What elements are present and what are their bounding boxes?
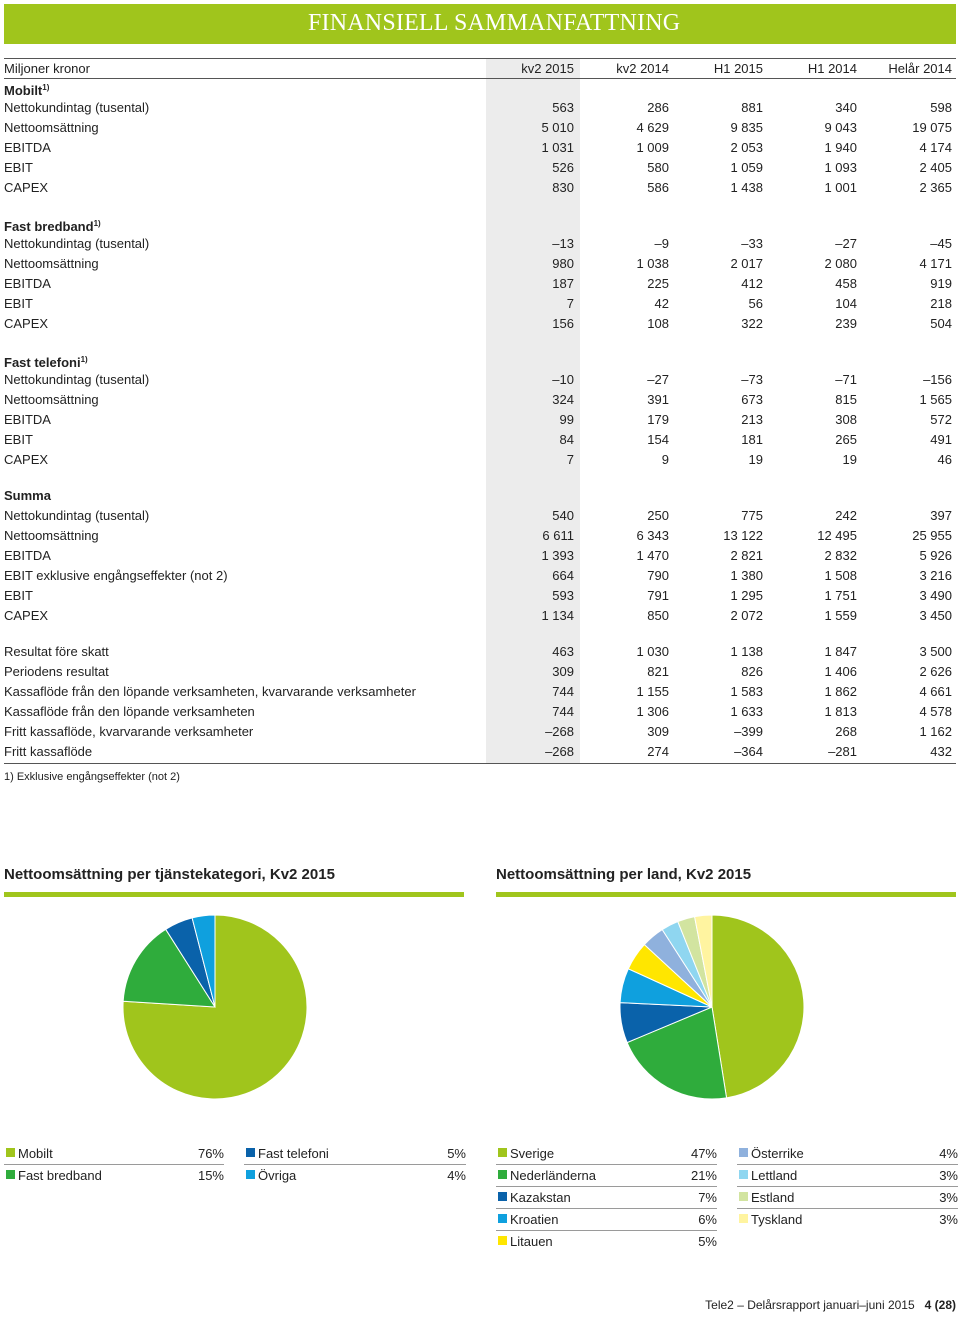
cell-value: 268 (835, 724, 857, 739)
cell-value: 308 (835, 412, 857, 427)
legend-item (496, 1209, 717, 1231)
legend-swatch (498, 1236, 507, 1245)
cell-value: 187 (552, 276, 574, 291)
cell-value: 586 (647, 180, 669, 195)
cell-value: –268 (545, 744, 574, 759)
cell-value: –27 (835, 236, 857, 251)
cell-value: 242 (835, 508, 857, 523)
row-label: CAPEX (4, 316, 49, 331)
cell-value: 19 (842, 452, 857, 467)
legend-swatch (498, 1170, 507, 1179)
legend-label: Övriga (258, 1168, 297, 1183)
cell-value: –364 (734, 744, 763, 759)
table-row (4, 178, 956, 198)
column-header: H1 2015 (713, 61, 763, 76)
row-label: CAPEX (4, 608, 49, 623)
table-row (4, 294, 956, 314)
legend-label: Lettland (751, 1168, 798, 1183)
legend-percent: 47% (690, 1146, 717, 1161)
legend-percent: 15% (197, 1168, 224, 1183)
table-row (4, 606, 956, 626)
table-row (4, 390, 956, 410)
cell-value: 1 813 (824, 704, 857, 719)
legend-percent: 7% (698, 1190, 717, 1205)
cell-value: 1 940 (824, 140, 857, 155)
cell-value: 156 (552, 316, 574, 331)
table-top-rule (4, 58, 956, 59)
cell-value: 5 926 (919, 548, 952, 563)
section-heading-row (4, 350, 956, 370)
cell-value: 397 (930, 508, 952, 523)
cell-value: 830 (552, 180, 574, 195)
table-row (4, 722, 956, 742)
chart-title-rule (496, 892, 956, 897)
cell-value: 181 (741, 432, 763, 447)
cell-value: 13 122 (723, 528, 763, 543)
cell-value: 340 (835, 100, 857, 115)
cell-value: 42 (654, 296, 669, 311)
cell-value: 218 (930, 296, 952, 311)
cell-value: 458 (835, 276, 857, 291)
cell-value: 526 (552, 160, 574, 175)
cell-value: 6 611 (542, 528, 574, 543)
cell-value: 1 847 (824, 644, 857, 659)
footer-text: Tele2 – Delårsrapport januari–juni 2015 (705, 1298, 915, 1312)
cell-value: 4 578 (919, 704, 952, 719)
table-row (4, 274, 956, 294)
chart-title-country: Nettoomsättning per land, Kv2 2015 (496, 866, 752, 883)
section-name: Mobilt (4, 83, 43, 99)
table-row (4, 450, 956, 470)
legend-percent: 5% (698, 1234, 717, 1249)
legend-item (4, 1165, 224, 1186)
pie-chart-country (617, 912, 807, 1102)
table-row (4, 506, 956, 526)
cell-value: 412 (741, 276, 763, 291)
row-label: Fritt kassaflöde (4, 744, 93, 759)
legend-swatch (498, 1214, 507, 1223)
cell-value: –281 (828, 744, 857, 759)
section-heading (4, 486, 51, 506)
table-row (4, 410, 956, 430)
cell-value: 673 (741, 392, 763, 407)
cell-value: 1 030 (636, 644, 669, 659)
row-label: Fritt kassaflöde, kvarvarande verksamheter (4, 724, 254, 739)
cell-value: 491 (930, 432, 952, 447)
footnote-marker: 1) (80, 355, 88, 364)
cell-value: 1 438 (730, 180, 763, 195)
cell-value: 1 862 (824, 684, 857, 699)
row-label: EBITDA (4, 276, 51, 291)
page-title: FINANSIELL SAMMANFATTNING (308, 10, 681, 36)
cell-value: –33 (741, 236, 763, 251)
cell-value: 563 (552, 100, 574, 115)
cell-value: 274 (647, 744, 669, 759)
cell-value: –45 (930, 236, 952, 251)
legend-percent: 76% (197, 1146, 224, 1161)
legend-item (496, 1143, 717, 1165)
footnote-marker: 1) (42, 83, 50, 92)
cell-value: 1 751 (824, 588, 857, 603)
column-header: H1 2014 (807, 61, 857, 76)
row-label: EBITDA (4, 140, 51, 155)
cell-value: 572 (930, 412, 952, 427)
legend-percent: 21% (690, 1168, 717, 1183)
table-row (4, 642, 956, 662)
cell-value: 1 009 (636, 140, 669, 155)
cell-value: 4 171 (919, 256, 952, 271)
cell-value: 9 043 (824, 120, 857, 135)
cell-value: 744 (552, 684, 574, 699)
legend-item (496, 1165, 717, 1187)
header-rule (4, 78, 956, 79)
cell-value: 6 343 (636, 528, 669, 543)
cell-value: –71 (835, 372, 857, 387)
cell-value: –73 (741, 372, 763, 387)
cell-value: 179 (647, 412, 669, 427)
cell-value: 99 (559, 412, 574, 427)
table-row (4, 526, 956, 546)
row-label: Nettokundintag (tusental) (4, 508, 150, 523)
cell-value: 432 (930, 744, 952, 759)
cell-value: 504 (930, 316, 952, 331)
cell-value: 2 017 (730, 256, 763, 271)
section-heading-row (4, 486, 956, 506)
cell-value: 1 059 (730, 160, 763, 175)
cell-value: 775 (741, 508, 763, 523)
cell-value: 821 (647, 664, 669, 679)
cell-value: 2 821 (730, 548, 763, 563)
cell-value: 2 053 (730, 140, 763, 155)
legend-item (737, 1209, 958, 1230)
cell-value: –27 (647, 372, 669, 387)
legend-percent: 3% (939, 1212, 958, 1227)
cell-value: 3 490 (919, 588, 952, 603)
section-name: Fast bredband (4, 219, 94, 235)
legend-label: Kroatien (510, 1212, 559, 1227)
cell-value: 1 633 (730, 704, 763, 719)
footnote: 1) Exklusive engångseffekter (not 2) (4, 771, 180, 783)
legend-swatch (739, 1214, 748, 1223)
cell-value: 1 038 (636, 256, 669, 271)
row-label: EBIT (4, 588, 33, 603)
cell-value: 225 (647, 276, 669, 291)
row-label: EBIT (4, 160, 33, 175)
cell-value: 25 955 (912, 528, 952, 543)
legend-item (737, 1187, 958, 1209)
cell-value: 1 470 (636, 548, 669, 563)
row-label: CAPEX (4, 452, 49, 467)
chart-title-service-category: Nettoomsättning per tjänstekategori, Kv2 2015 (4, 866, 335, 883)
cell-value: 84 (559, 432, 574, 447)
legend-label: Litauen (510, 1234, 553, 1249)
legend-label: Sverige (510, 1146, 555, 1161)
table-row (4, 234, 956, 254)
column-header: Helår 2014 (888, 61, 952, 76)
cell-value: 2 072 (730, 608, 763, 623)
legend-percent: 3% (939, 1190, 958, 1205)
cell-value: 1 583 (730, 684, 763, 699)
row-label: Nettokundintag (tusental) (4, 236, 150, 251)
cell-value: 3 450 (919, 608, 952, 623)
cell-value: 815 (835, 392, 857, 407)
legend-label: Mobilt (18, 1146, 53, 1161)
table-row (4, 586, 956, 606)
cell-value: 12 495 (817, 528, 857, 543)
cell-value: 265 (835, 432, 857, 447)
row-label: Kassaflöde från den löpande verksamheten (4, 704, 255, 719)
cell-value: 7 (566, 452, 574, 467)
cell-value: 1 162 (919, 724, 952, 739)
cell-value: 1 134 (541, 608, 574, 623)
cell-value: 2 365 (919, 180, 952, 195)
legend-percent: 4% (939, 1146, 958, 1161)
title-banner (4, 4, 956, 44)
footnote-marker: 1) (93, 219, 101, 228)
cell-value: 1 380 (730, 568, 763, 583)
cell-value: 2 405 (919, 160, 952, 175)
cell-value: 5 010 (541, 120, 574, 135)
cell-value: –268 (545, 724, 574, 739)
legend-swatch (6, 1170, 15, 1179)
cell-value: 826 (741, 664, 763, 679)
cell-value: 108 (647, 316, 669, 331)
cell-value: 322 (741, 316, 763, 331)
legend-percent: 3% (939, 1168, 958, 1183)
legend-swatch (739, 1170, 748, 1179)
cell-value: 1 001 (824, 180, 857, 195)
legend-item (496, 1231, 717, 1252)
cell-value: 250 (647, 508, 669, 523)
cell-value: 1 559 (824, 608, 857, 623)
legend-label: Fast telefoni (258, 1146, 329, 1161)
cell-value: –10 (552, 372, 574, 387)
cell-value: –9 (654, 236, 669, 251)
legend-label: Österrike (751, 1146, 804, 1161)
cell-value: 593 (552, 588, 574, 603)
legend-item (244, 1143, 466, 1165)
cell-value: 1 031 (541, 140, 574, 155)
section-heading-row (4, 78, 956, 98)
cell-value: 1 295 (730, 588, 763, 603)
row-label: Resultat före skatt (4, 644, 109, 659)
cell-value: 239 (835, 316, 857, 331)
cell-value: 2 080 (824, 256, 857, 271)
row-label: Nettoomsättning (4, 528, 99, 543)
row-label: EBIT exklusive engångseffekter (not 2) (4, 568, 228, 583)
cell-value: 4 174 (919, 140, 952, 155)
cell-value: 19 (748, 452, 763, 467)
table-row (4, 138, 956, 158)
cell-value: 790 (647, 568, 669, 583)
row-label: Nettokundintag (tusental) (4, 372, 150, 387)
legend-item (737, 1165, 958, 1187)
table-row (4, 118, 956, 138)
table-row (4, 566, 956, 586)
row-label: EBITDA (4, 412, 51, 427)
cell-value: 919 (930, 276, 952, 291)
cell-value: 309 (647, 724, 669, 739)
cell-value: 1 155 (636, 684, 669, 699)
legend-item (4, 1143, 224, 1165)
cell-value: 980 (552, 256, 574, 271)
cell-value: 791 (647, 588, 669, 603)
pie-slice-sverige (712, 915, 804, 1098)
row-label: Nettokundintag (tusental) (4, 100, 150, 115)
legend-swatch (739, 1148, 748, 1157)
cell-value: 540 (552, 508, 574, 523)
table-row (4, 370, 956, 390)
table-bottom-rule (4, 763, 956, 764)
cell-value: 744 (552, 704, 574, 719)
cell-value: 598 (930, 100, 952, 115)
cell-value: 46 (937, 452, 952, 467)
cell-value: 9 (661, 452, 669, 467)
legend-swatch (246, 1148, 255, 1157)
cell-value: 2 832 (824, 548, 857, 563)
legend-swatch (246, 1170, 255, 1179)
cell-value: 1 093 (824, 160, 857, 175)
column-header: kv2 2014 (616, 61, 669, 76)
cell-value: 463 (552, 644, 574, 659)
cell-value: 391 (647, 392, 669, 407)
table-row (4, 546, 956, 566)
legend-swatch (498, 1148, 507, 1157)
table-row (4, 742, 956, 762)
table-header-row (4, 59, 956, 79)
row-label: Nettoomsättning (4, 120, 99, 135)
legend-swatch (6, 1148, 15, 1157)
cell-value: 1 565 (919, 392, 952, 407)
cell-value: 3 216 (919, 568, 952, 583)
row-label: EBIT (4, 296, 33, 311)
cell-value: 7 (566, 296, 574, 311)
cell-value: 881 (741, 100, 763, 115)
cell-value: 19 075 (912, 120, 952, 135)
cell-value: –156 (923, 372, 952, 387)
cell-value: 286 (647, 100, 669, 115)
cell-value: –13 (552, 236, 574, 251)
cell-value: 309 (552, 664, 574, 679)
row-label: Periodens resultat (4, 664, 109, 679)
legend-label: Tyskland (751, 1212, 803, 1227)
cell-value: 1 406 (824, 664, 857, 679)
cell-value: 3 500 (919, 644, 952, 659)
cell-value: 1 306 (636, 704, 669, 719)
legend-percent: 6% (698, 1212, 717, 1227)
cell-value: –399 (734, 724, 763, 739)
cell-value: 324 (552, 392, 574, 407)
legend-swatch (498, 1192, 507, 1201)
cell-value: 104 (835, 296, 857, 311)
page-number: 4 (28) (924, 1298, 956, 1312)
legend-label: Nederländerna (510, 1168, 597, 1183)
section-name: Summa (4, 488, 51, 503)
cell-value: 4 629 (636, 120, 669, 135)
cell-value: 56 (748, 296, 763, 311)
cell-value: 850 (647, 608, 669, 623)
legend-label: Fast bredband (18, 1168, 102, 1183)
table-row (4, 254, 956, 274)
table-row (4, 662, 956, 682)
table-row (4, 98, 956, 118)
row-label: CAPEX (4, 180, 49, 195)
cell-value: 213 (741, 412, 763, 427)
table-row (4, 682, 956, 702)
table-row (4, 314, 956, 334)
legend-item (737, 1143, 958, 1165)
legend-swatch (739, 1192, 748, 1201)
row-label: Nettoomsättning (4, 392, 99, 407)
row-label: EBIT (4, 432, 33, 447)
cell-value: 1 508 (824, 568, 857, 583)
cell-value: 1 393 (541, 548, 574, 563)
cell-value: 580 (647, 160, 669, 175)
table-row (4, 430, 956, 450)
column-header: kv2 2015 (521, 61, 574, 76)
row-label: Nettoomsättning (4, 256, 99, 271)
table-row (4, 702, 956, 722)
page-footer (705, 1298, 956, 1312)
chart-title-rule (4, 892, 464, 897)
cell-value: 2 626 (919, 664, 952, 679)
cell-value: 4 661 (919, 684, 952, 699)
pie-chart-service-category (120, 912, 310, 1102)
legend-label: Kazakstan (510, 1190, 571, 1205)
table-row (4, 158, 956, 178)
section-name: Fast telefoni (4, 355, 81, 371)
legend-percent: 4% (447, 1168, 466, 1183)
legend-item (244, 1165, 466, 1186)
cell-value: 664 (552, 568, 574, 583)
row-label: EBITDA (4, 548, 51, 563)
legend-item (496, 1187, 717, 1209)
row-label: Kassaflöde från den löpande verksamheten, kvarvarande verksamheter (4, 684, 416, 699)
legend-label: Estland (751, 1190, 795, 1205)
header-label: Miljoner kronor (4, 61, 90, 76)
cell-value: 154 (647, 432, 669, 447)
legend-percent: 5% (447, 1146, 466, 1161)
cell-value: 9 835 (730, 120, 763, 135)
section-heading-row (4, 214, 956, 234)
cell-value: 1 138 (730, 644, 763, 659)
